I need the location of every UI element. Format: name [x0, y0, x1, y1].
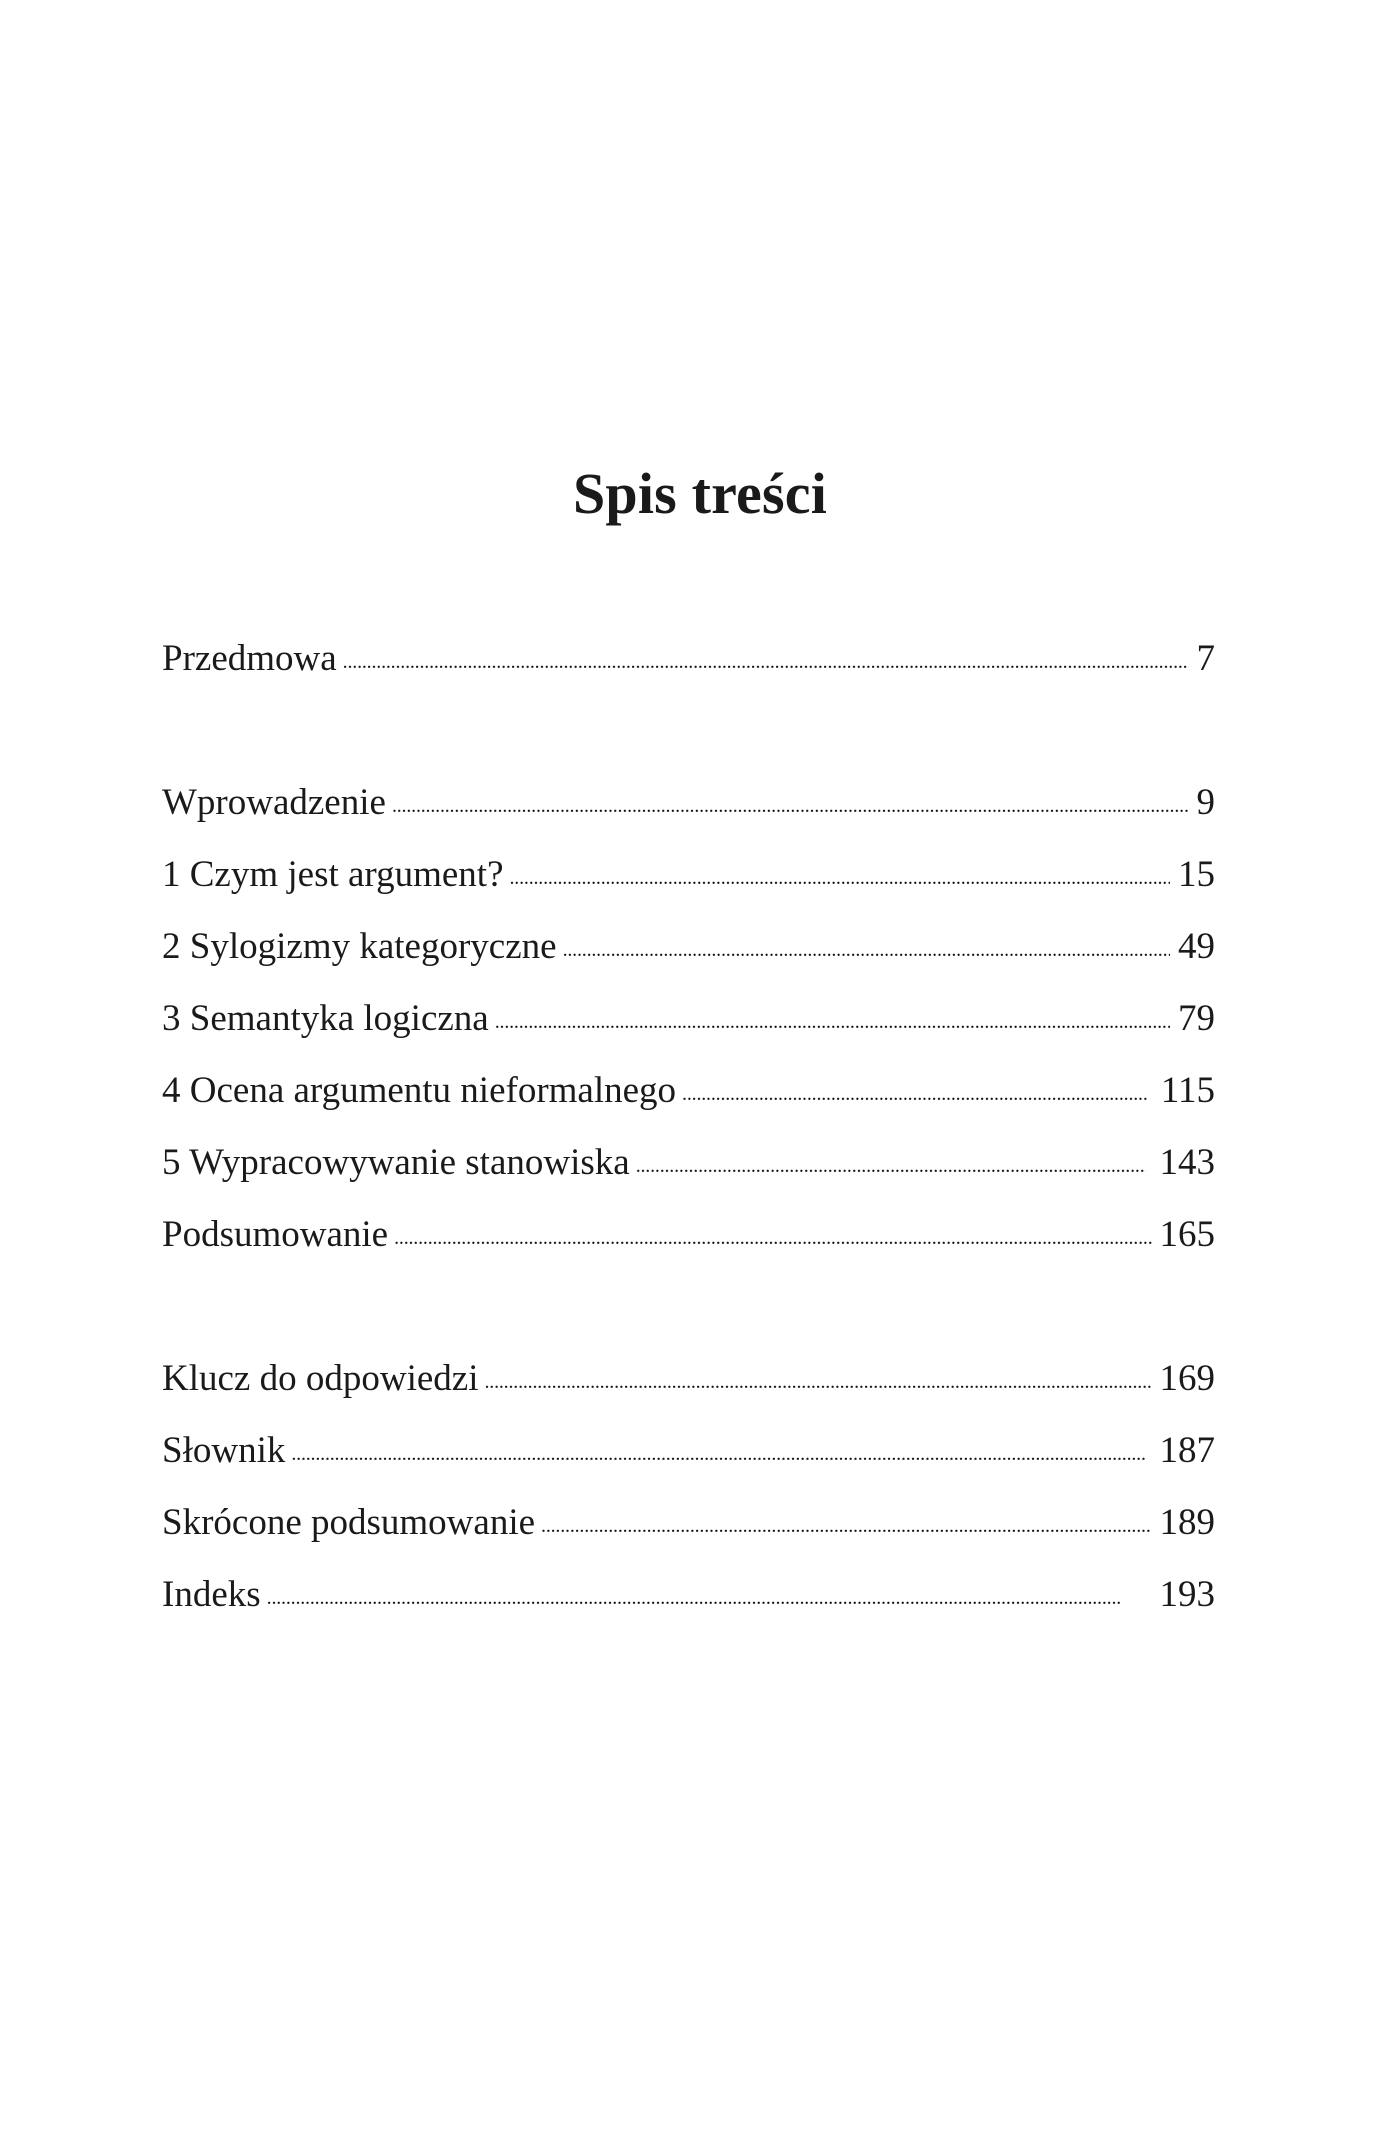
dot-leader	[541, 1498, 1151, 1548]
toc-entry-skrocone-podsumowanie[interactable]	[162, 1498, 1215, 1548]
toc-entry-slownik[interactable]	[162, 1426, 1215, 1476]
toc-entry-wprowadzenie[interactable]	[162, 778, 1215, 828]
dot-leader	[484, 1354, 1151, 1404]
toc-entry-label: Klucz do odpowiedzi	[162, 1358, 479, 1399]
dot-leader	[343, 634, 1189, 684]
toc-entry-label: 2 Sylogizmy kategoryczne	[162, 926, 557, 967]
toc-entry-page-number: 193	[1159, 1574, 1215, 1615]
toc-entry-label: Podsumowanie	[162, 1214, 389, 1255]
toc-entry-page-number: 79	[1178, 998, 1215, 1039]
toc-entry-label: Słownik	[162, 1430, 286, 1471]
toc-entry-indeks[interactable]	[162, 1570, 1215, 1620]
toc-entry-page-number: 9	[1196, 782, 1215, 823]
dot-leader	[563, 922, 1170, 972]
toc-entry-page-number: 15	[1178, 854, 1215, 895]
toc-entry-page-number: 187	[1159, 1430, 1215, 1471]
toc-entry-page-number: 49	[1178, 926, 1215, 967]
table-of-contents	[162, 0, 1215, 2154]
toc-entry-chapter-2[interactable]	[162, 922, 1215, 972]
dot-leader	[682, 1066, 1147, 1116]
toc-entry-chapter-5[interactable]	[162, 1138, 1215, 1188]
toc-entry-chapter-1[interactable]	[162, 850, 1215, 900]
toc-entry-page-number: 115	[1160, 1070, 1215, 1111]
toc-entry-podsumowanie[interactable]	[162, 1210, 1215, 1260]
toc-entry-page-number: 189	[1159, 1502, 1215, 1543]
toc-entry-label: 5 Wypracowywanie stanowiska	[162, 1142, 630, 1183]
dot-leader	[510, 850, 1171, 900]
dot-leader	[495, 994, 1170, 1044]
toc-entry-label: Przedmowa	[162, 638, 337, 679]
dot-leader	[394, 1210, 1151, 1260]
toc-entry-page-number: 165	[1159, 1214, 1215, 1255]
toc-entry-przedmowa[interactable]	[162, 634, 1215, 684]
toc-entry-label: 3 Semantyka logiczna	[162, 998, 489, 1039]
toc-entry-page-number: 7	[1196, 638, 1215, 679]
toc-entry-label: 1 Czym jest argument?	[162, 854, 504, 895]
dot-leader	[267, 1570, 1152, 1620]
toc-entry-label: Skrócone podsumowanie	[162, 1502, 536, 1543]
toc-entry-page-number: 169	[1159, 1358, 1215, 1399]
dot-leader	[392, 778, 1189, 828]
toc-entry-label: 4 Ocena argumentu nieformalnego	[162, 1070, 677, 1111]
toc-entry-label: Indeks	[162, 1574, 261, 1615]
toc-entry-label: Wprowadzenie	[162, 782, 386, 823]
toc-entry-chapter-3[interactable]	[162, 994, 1215, 1044]
dot-leader	[291, 1426, 1151, 1476]
toc-entry-chapter-4[interactable]	[162, 1066, 1215, 1116]
page-title: Spis treści	[572, 461, 828, 526]
toc-entry-klucz-do-odpowiedzi[interactable]	[162, 1354, 1215, 1404]
toc-entry-page-number: 143	[1159, 1142, 1215, 1183]
dot-leader	[636, 1138, 1146, 1188]
